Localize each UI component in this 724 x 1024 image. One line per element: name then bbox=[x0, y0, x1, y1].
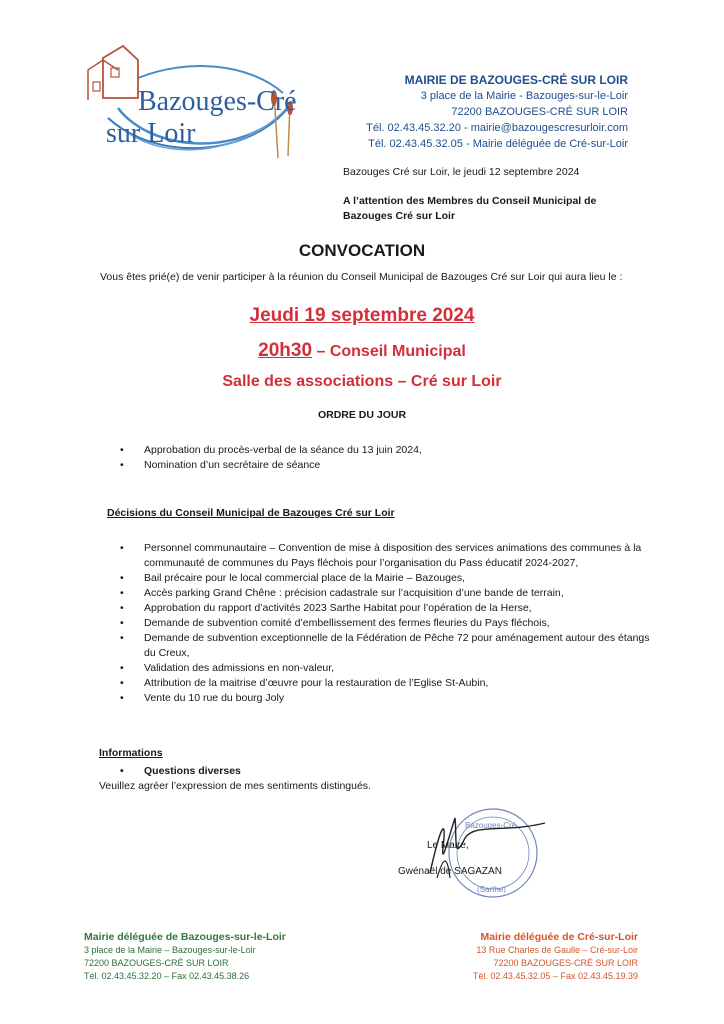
informations-heading: Informations bbox=[99, 747, 163, 759]
attention-line1: A l’attention des Membres du Conseil Municipal de bbox=[343, 195, 597, 207]
footer-cre-line2: 72200 BAZOUGES-CRÉ SUR LOIR bbox=[493, 958, 638, 968]
signer-title: Le Maire, bbox=[427, 840, 469, 851]
signature-stamp bbox=[395, 808, 565, 918]
decisions-list bbox=[120, 541, 655, 706]
footer-bazouges-line1: 3 place de la Mairie – Bazouges-sur-le-Loir bbox=[84, 945, 256, 955]
informations-list bbox=[120, 764, 520, 779]
mairie-address-line1: 3 place de la Mairie - Bazouges-sur-le-Loir bbox=[420, 90, 628, 102]
mairie-address-line2: 72200 BAZOUGES-CRÉ SUR LOIR bbox=[451, 106, 628, 118]
meeting-time bbox=[0, 340, 724, 362]
intro-paragraph: Vous êtes prié(e) de venir participer à la réunion du Conseil Municipal de Bazouges Cré sur Loir qui aura lieu le : bbox=[100, 271, 623, 283]
signer-name: Gwénaël de SAGAZAN bbox=[398, 866, 502, 877]
decision-item: • Approbation du rapport d’activités 2023 Sarthe Habitat pour l’opération de la Herse, bbox=[120, 601, 655, 616]
town-logo bbox=[78, 38, 308, 170]
meeting-hour: 20h30 bbox=[258, 340, 313, 361]
footer-bazouges-line3: Tél. 02.43.45.32.20 – Fax 02.43.45.38.26 bbox=[84, 971, 250, 981]
agenda-item: • Nomination d’un secrétaire de séance bbox=[120, 458, 640, 473]
decision-item: • Bail précaire pour le local commercial place de la Mairie – Bazouges, bbox=[120, 571, 655, 586]
footer-cre bbox=[473, 931, 638, 983]
footer-cre-line1: 13 Rue Charles de Gaulle – Cré-sur-Loir bbox=[476, 945, 638, 955]
mairie-contact2: Tél. 02.43.45.32.05 - Mairie déléguée de Cré-sur-Loir bbox=[368, 138, 628, 150]
meeting-place: Salle des associations – Cré sur Loir bbox=[222, 373, 502, 390]
stamp-top-text: Bazouges-Cré bbox=[465, 821, 517, 830]
footer-bazouges bbox=[84, 931, 286, 983]
decision-item: • Demande de subvention comité d’embellissement des fermes fleuries du Pays fléchois, bbox=[120, 616, 655, 631]
mairie-contact1: Tél. 02.43.45.32.20 - mairie@bazougescresurloir.com bbox=[366, 122, 628, 134]
footer-bazouges-title: Mairie déléguée de Bazouges-sur-le-Loir bbox=[84, 931, 286, 943]
meeting-date bbox=[0, 305, 724, 327]
meeting-date-text: Jeudi 19 septembre 2024 bbox=[249, 305, 475, 326]
mairie-address-block bbox=[328, 72, 628, 152]
agenda-title: ORDRE DU JOUR bbox=[317, 409, 407, 421]
agenda-list bbox=[120, 443, 640, 473]
footer-cre-line3: Tél. 02.43.45.32.05 – Fax 02.43.45.19.39 bbox=[472, 971, 638, 981]
closing-sentence: Veuillez agréer l’expression de mes sentiments distingués. bbox=[99, 780, 371, 792]
decision-item: • Demande de subvention exceptionnelle de la Fédération de Pêche 72 pour aménagement autour des étangs du Creux, bbox=[120, 631, 655, 661]
stamp-bottom-text: (Sarthe) bbox=[477, 885, 506, 894]
mairie-name: MAIRIE DE BAZOUGES-CRÉ SUR LOIR bbox=[404, 73, 628, 87]
meeting-type: – Conseil Municipal bbox=[312, 343, 466, 360]
decisions-heading: Décisions du Conseil Municipal de Bazouges Cré sur Loir bbox=[107, 507, 395, 519]
information-item: • Questions diverses bbox=[120, 764, 520, 779]
decision-item: • Vente du 10 rue du bourg Joly bbox=[120, 691, 655, 706]
document-title: CONVOCATION bbox=[298, 241, 426, 260]
logo-text-line1: Bazouges-Cré bbox=[138, 86, 297, 117]
attention-line2: Bazouges Cré sur Loir bbox=[343, 210, 456, 222]
decision-item: • Accès parking Grand Chêne : précision cadastrale sur l’acquisition d’une bande de terrain, bbox=[120, 586, 655, 601]
logo-text-line2: sur Loir bbox=[106, 118, 196, 149]
letter-date: Bazouges Cré sur Loir, le jeudi 12 septembre 2024 bbox=[343, 166, 580, 178]
decision-item: • Validation des admissions en non-valeur, bbox=[120, 661, 655, 676]
attention-line bbox=[343, 194, 643, 224]
footer-bazouges-line2: 72200 BAZOUGES-CRÉ SUR LOIR bbox=[84, 958, 229, 968]
decision-item: • Personnel communautaire – Convention de mise à disposition des services animations des communes à la communauté de communes du Pays fléchois pour l’organisation du Pass éducatif 2024-2027, bbox=[120, 541, 655, 571]
footer-cre-title: Mairie déléguée de Cré-sur-Loir bbox=[480, 931, 638, 943]
agenda-item: • Approbation du procès-verbal de la séance du 13 juin 2024, bbox=[120, 443, 640, 458]
decision-item: • Attribution de la maitrise d’œuvre pour la restauration de l’Eglise St-Aubin, bbox=[120, 676, 655, 691]
